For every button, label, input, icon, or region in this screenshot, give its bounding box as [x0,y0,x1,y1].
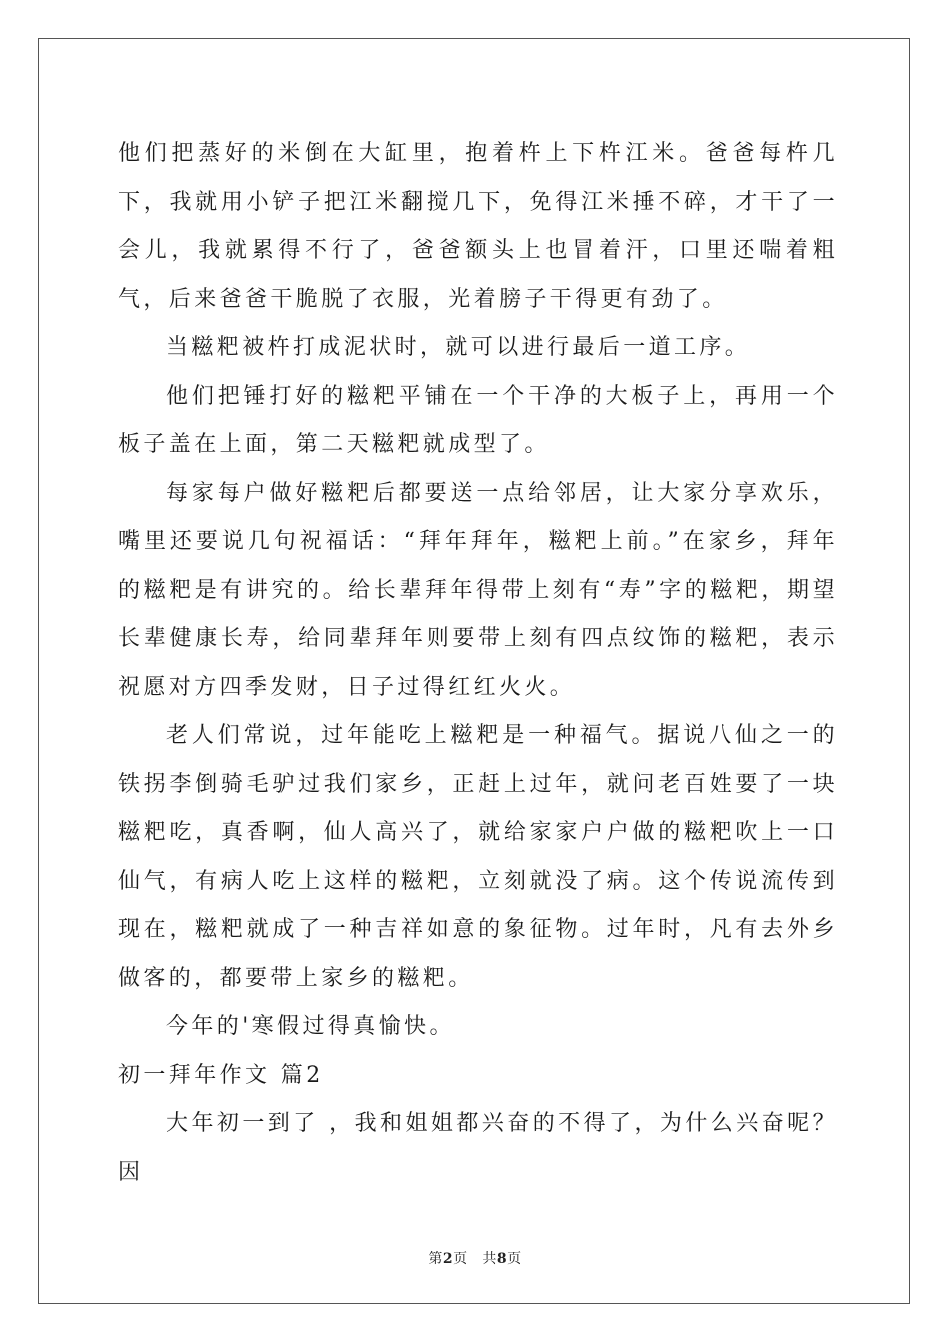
paragraph-5: 老人们常说，过年能吃上糍粑是一种福气。据说八仙之一的铁拐李倒骑毛驴过我们家乡，正赶上过年，就问老百姓要了一块糍粑吃，真香啊，仙人高兴了，就给家家户户做的糍粑吹上一口仙气，有病人吃上这样的糍粑，立刻就没了病。这个传说流传到现在，糍粑就成了一种吉祥如意的象征物。过年时，凡有去外乡做客的，都要带上家乡的糍粑。 [118,723,838,991]
paragraph-4: 每家每户做好糍粑后都要送一点给邻居，让大家分享欢乐，嘴里还要说几句祝福话：“拜年拜年，糍粑上前。”在家乡，拜年的糍粑是有讲究的。给长辈拜年得带上刻有“寿”字的糍粑，期望长辈健康长寿，给同辈拜年则要带上刻有四点纹饰的糍粑，表示祝愿对方四季发财，日子过得红红火火。 [118,480,838,700]
page-suffix: 页 [453,1251,468,1267]
page-prefix: 第 [428,1251,443,1267]
section-heading: 初一拜年作文 篇2 [118,1062,324,1088]
page-number: 2 [442,1251,454,1267]
paragraph-7: 大年初一到了 ，我和姐姐都兴奋的不得了，为什么兴奋呢？因 [118,1111,838,1185]
document-body [118,130,838,1197]
total-suffix: 页 [507,1251,522,1267]
page-footer [0,1248,950,1268]
paragraph-2: 当糍粑被杵打成泥状时，就可以进行最后一道工序。 [166,335,751,360]
paragraph-3: 他们把锤打好的糍粑平铺在一个干净的大板子上，再用一个板子盖在上面，第二天糍粑就成型了。 [118,383,838,457]
total-pages: 8 [496,1251,508,1267]
total-prefix: 共 [482,1251,497,1267]
paragraph-1: 他们把蒸好的米倒在大缸里，抱着杵上下杵江米。爸爸每杵几下，我就用小铲子把江米翻搅几下，免得江米捶不碎，才干了一会儿，我就累得不行了，爸爸额头上也冒着汗，口里还喘着粗气，后来爸爸干脆脱了衣服，光着膀子干得更有劲了。 [118,141,838,312]
paragraph-6: 今年的'寒假过得真愉快。 [166,1014,455,1039]
